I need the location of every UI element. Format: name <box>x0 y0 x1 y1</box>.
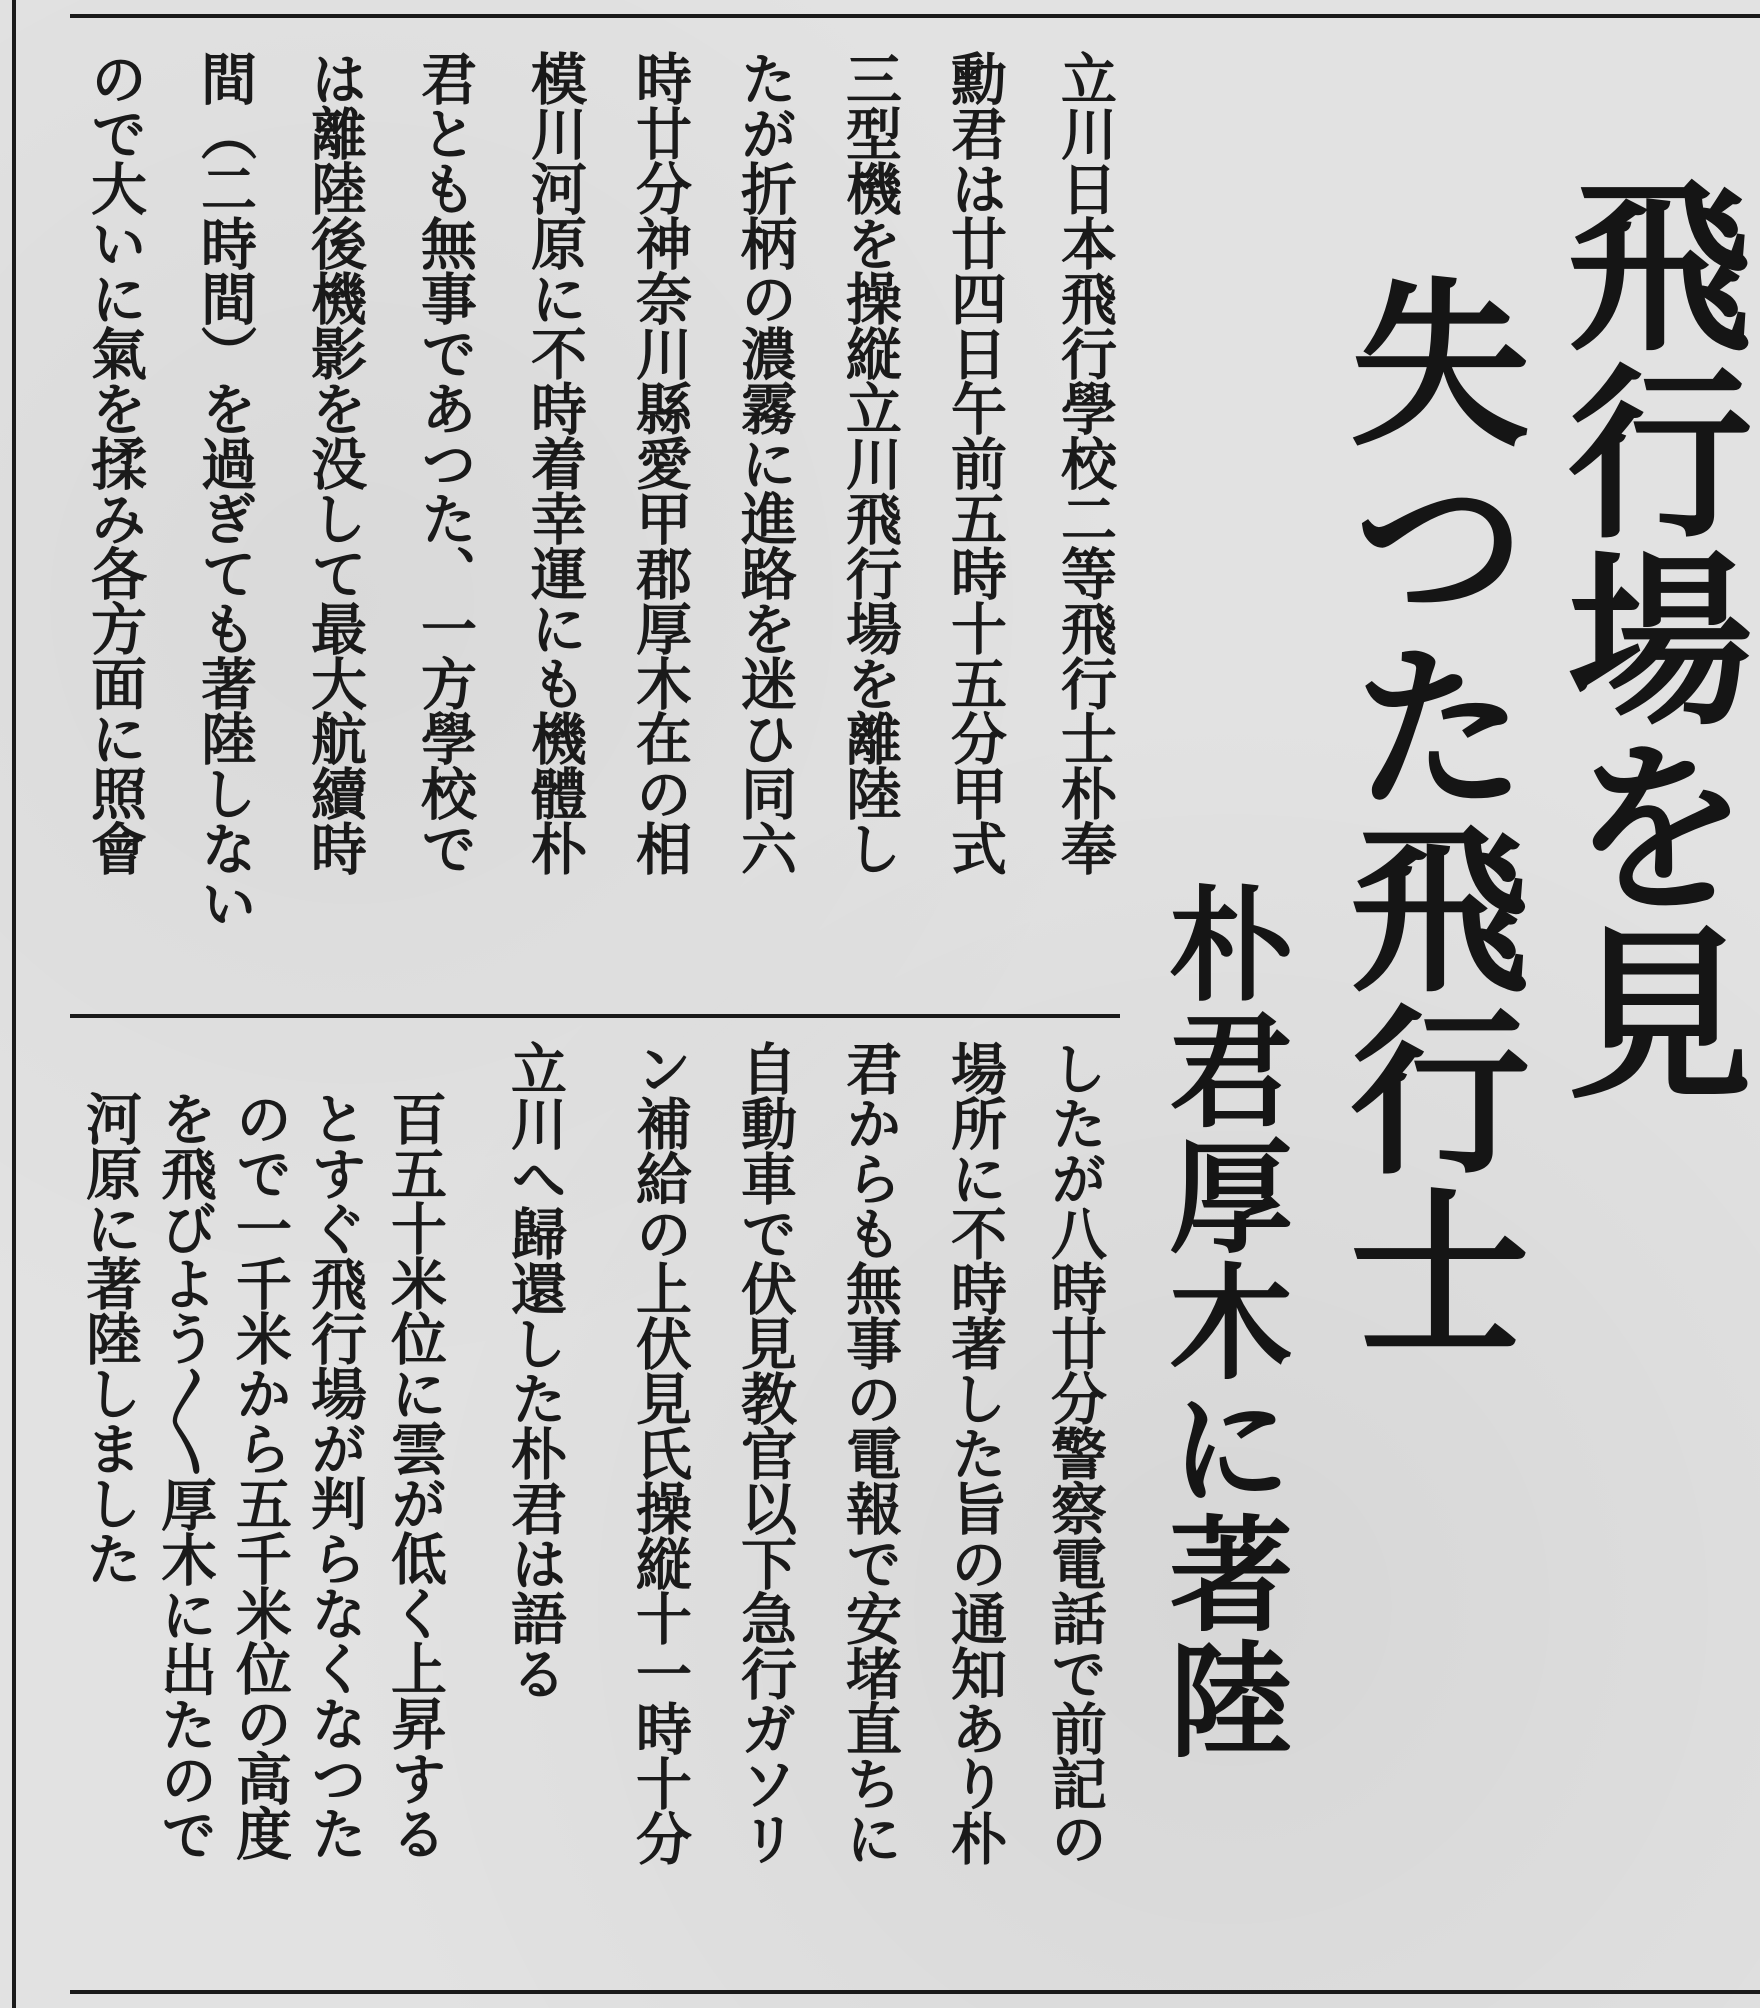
body-column-lower-2: 場所に不時著した旨の通知あり朴 <box>942 1040 1007 1865</box>
body-column-upper-2: 勳君は廿四日午前五時十五分甲式 <box>942 50 1007 875</box>
body-column-upper-10: ので大いに氣を揉み各方面に照會 <box>82 50 147 875</box>
body-column-lower-3: 君からも無事の電報で安堵直ちに <box>837 1040 902 1865</box>
body-column-lower-4: 自動車で伏見教官以下急行ガソリ <box>732 1040 797 1865</box>
body-column-lower-9: ので一千米から五千米位の高度 <box>227 1090 292 1860</box>
column-divider <box>70 1014 1120 1018</box>
body-column-upper-4: たが折柄の濃霧に進路を迷ひ同六 <box>732 50 797 875</box>
body-column-lower-6: 立川へ歸還した朴君は語る <box>502 1040 567 1700</box>
body-column-lower-5: ン補給の上伏見氏操縦十一時十分 <box>627 1040 692 1865</box>
body-column-lower-10: を飛びよう〳〵厚木に出たので <box>152 1090 217 1861</box>
bottom-rule <box>70 1990 1760 1994</box>
body-column-lower-8: とすぐ飛行場が判らなくなつた <box>302 1090 367 1860</box>
headline-line-2: 失つた飛行士 <box>1320 270 1531 1362</box>
body-column-upper-7: 君とも無事であつた、一方學校で <box>412 50 477 875</box>
body-column-upper-1: 立川日本飛行學校二等飛行士朴奉 <box>1052 50 1117 875</box>
body-column-upper-5: 時廿分神奈川縣愛甲郡厚木在の相 <box>627 50 692 875</box>
top-rule <box>70 14 1760 18</box>
body-column-lower-7: 百五十米位に雲が低く上昇する <box>382 1090 447 1860</box>
body-column-upper-3: 三型機を操縦立川飛行場を離陸し <box>837 50 902 875</box>
body-column-upper-8: は離陸後機影を没して最大航續時 <box>302 50 367 875</box>
subheadline: 朴君厚木に著陸 <box>1148 880 1293 1762</box>
body-column-lower-11: 河原に著陸しました <box>77 1090 142 1585</box>
headline-line-1: 飛行場を見 <box>1536 170 1754 1105</box>
body-column-upper-6: 模川河原に不時着幸運にも機體朴 <box>522 50 587 875</box>
body-column-lower-1: したが八時廿分警察電話で前記の <box>1042 1040 1107 1865</box>
left-border <box>12 0 16 2008</box>
body-column-upper-9: 間（二時間）を過ぎても著陸しない <box>192 50 257 930</box>
